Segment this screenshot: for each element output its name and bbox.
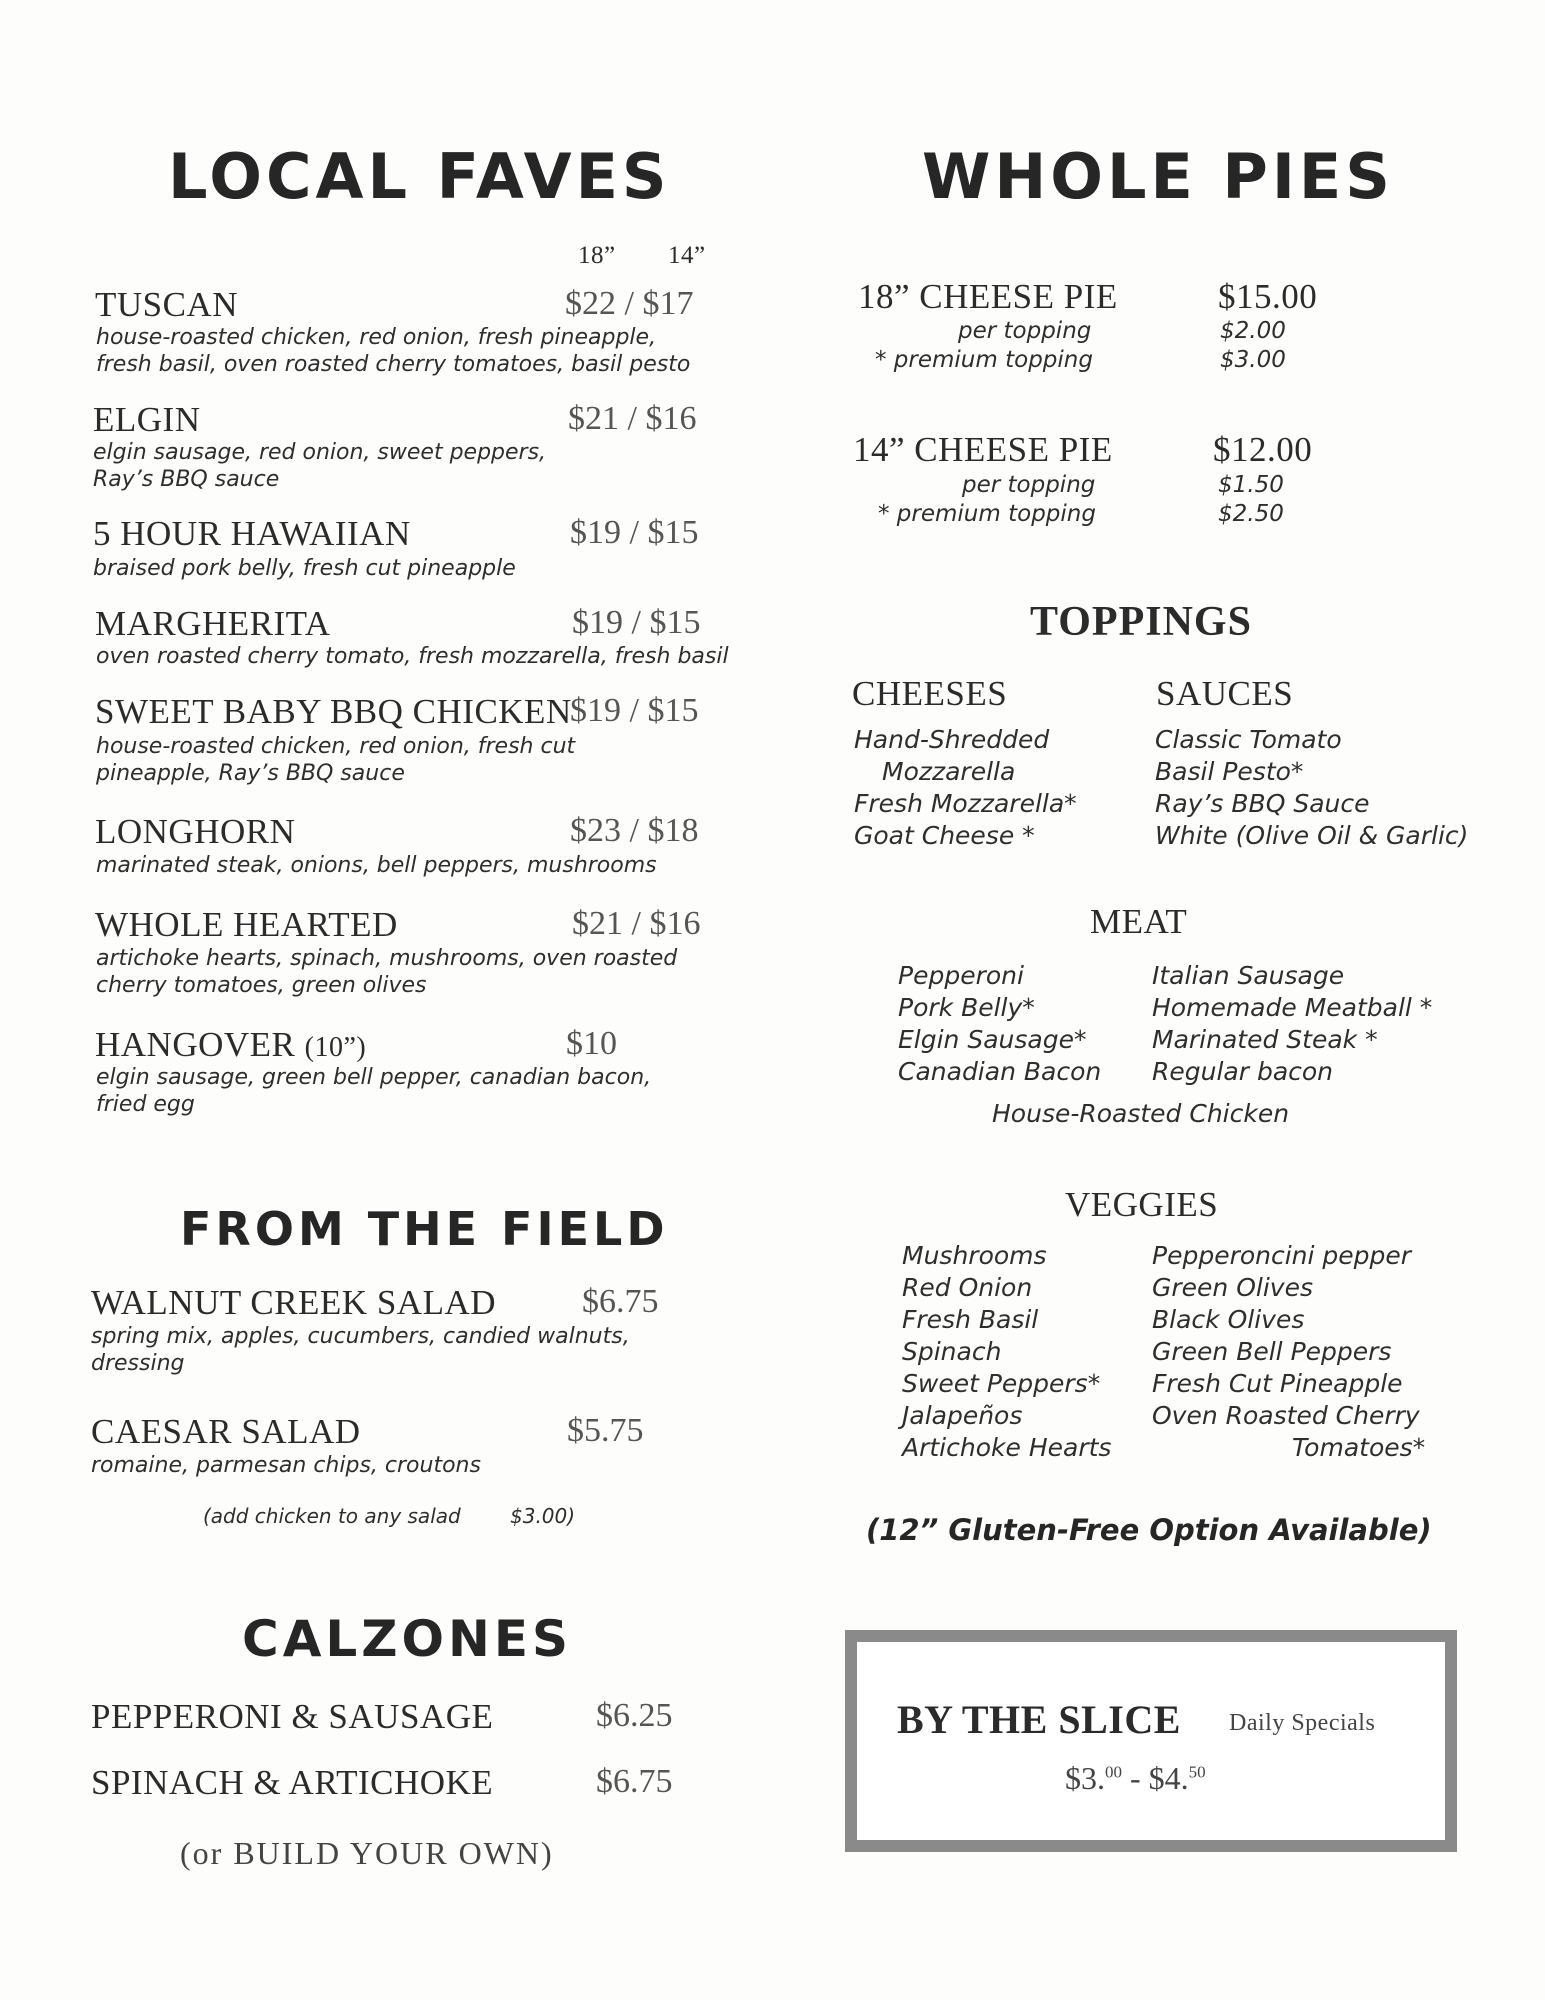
calzones-title: CALZONES xyxy=(242,1610,573,1668)
item-price-tuscan: $22 / $17 xyxy=(565,285,694,322)
size-18-header: 18” xyxy=(578,242,616,269)
item-price-whole-hearted: $21 / $16 xyxy=(572,905,701,942)
pie-topping-price-14: $1.50 xyxy=(1218,472,1284,498)
calzone-price-pepperoni-sausage: $6.25 xyxy=(596,1697,673,1734)
pie-name-18: 18” CHEESE PIE xyxy=(858,277,1118,316)
item-desc-whole-hearted: artichoke hearts, spinach, mushrooms, oven roasted cherry tomatoes, green olives xyxy=(96,946,678,998)
salad-addon-price: $3.00) xyxy=(510,1504,576,1528)
item-price-hawaiian: $19 / $15 xyxy=(570,514,699,551)
item-name-hawaiian: 5 HOUR HAWAIIAN xyxy=(93,514,411,553)
cheeses-title: CHEESES xyxy=(852,674,1008,713)
item-name-longhorn: LONGHORN xyxy=(95,812,296,851)
item-desc-hangover: elgin sausage, green bell pepper, canadian bacon, fried egg xyxy=(96,1065,652,1117)
size-14-header: 14” xyxy=(668,242,706,269)
by-the-slice-price-range: $3.00 - $4.50 xyxy=(1065,1760,1206,1796)
item-name-caesar: CAESAR SALAD xyxy=(91,1412,361,1451)
pie-premium-price-14: $2.50 xyxy=(1218,501,1284,527)
sauces-title: SAUCES xyxy=(1156,674,1294,713)
from-the-field-title: FROM THE FIELD xyxy=(180,1202,669,1256)
item-price-hangover: $10 xyxy=(566,1025,617,1062)
by-the-slice-subtitle: Daily Specials xyxy=(1229,1710,1376,1736)
meat-list-right: Italian Sausage Homemade Meatball * Marinated Steak * Regular bacon xyxy=(1152,961,1433,1086)
meat-title: MEAT xyxy=(1090,902,1188,941)
item-price-walnut-creek: $6.75 xyxy=(582,1283,659,1320)
meat-center-item: House-Roasted Chicken xyxy=(992,1099,1290,1128)
calzone-name-pepperoni-sausage: PEPPERONI & SAUSAGE xyxy=(91,1697,494,1736)
pie-topping-label-18: per topping xyxy=(958,318,1092,344)
item-price-longhorn: $23 / $18 xyxy=(570,812,699,849)
veggies-title: VEGGIES xyxy=(1065,1185,1219,1224)
pie-price-14: $12.00 xyxy=(1213,430,1313,469)
gluten-free-note: (12” Gluten-Free Option Available) xyxy=(866,1513,1432,1547)
item-name-whole-hearted: WHOLE HEARTED xyxy=(95,905,398,944)
calzone-name-spinach-artichoke: SPINACH & ARTICHOKE xyxy=(91,1763,494,1802)
cheeses-list: Hand-Shredded Mozzarella Fresh Mozzarella* Goat Cheese * xyxy=(854,725,1077,850)
item-name-walnut-creek: WALNUT CREEK SALAD xyxy=(91,1283,497,1322)
item-size-note-hangover: (10”) xyxy=(304,1032,367,1063)
by-the-slice-title: BY THE SLICE xyxy=(897,1697,1181,1742)
pie-premium-price-18: $3.00 xyxy=(1220,347,1286,373)
item-desc-margherita: oven roasted cherry tomato, fresh mozzarella, fresh basil xyxy=(96,644,729,669)
veggies-list-left: Mushrooms Red Onion Fresh Basil Spinach Sweet Peppers* Jalapeños Artichoke Hearts xyxy=(902,1241,1112,1462)
item-price-elgin: $21 / $16 xyxy=(568,400,697,437)
item-price-sweet-baby-bbq: $19 / $15 xyxy=(570,692,699,729)
item-name-margherita: MARGHERITA xyxy=(95,604,331,643)
item-name-elgin: ELGIN xyxy=(93,400,201,439)
calzone-price-spinach-artichoke: $6.75 xyxy=(596,1763,673,1800)
pie-name-14: 14” CHEESE PIE xyxy=(853,430,1113,469)
meat-list-left: Pepperoni Pork Belly* Elgin Sausage* Canadian Bacon xyxy=(898,961,1102,1086)
item-desc-caesar: romaine, parmesan chips, croutons xyxy=(91,1453,481,1478)
calzone-build-your-own: (or BUILD YOUR OWN) xyxy=(180,1835,554,1871)
toppings-title: TOPPINGS xyxy=(1030,599,1252,645)
local-faves-title: LOCAL FAVES xyxy=(168,140,671,213)
pie-topping-label-14: per topping xyxy=(962,472,1096,498)
item-desc-tuscan: house-roasted chicken, red onion, fresh pineapple, fresh basil, oven roasted cherry tomatoes, basil pesto xyxy=(96,325,691,377)
item-price-caesar: $5.75 xyxy=(567,1412,644,1449)
pie-premium-label-18: * premium topping xyxy=(875,347,1093,373)
pie-price-18: $15.00 xyxy=(1218,277,1318,316)
item-desc-elgin: elgin sausage, red onion, sweet peppers, Ray’s BBQ sauce xyxy=(93,440,547,492)
item-desc-sweet-baby-bbq: house-roasted chicken, red onion, fresh cut pineapple, Ray’s BBQ sauce xyxy=(96,734,576,786)
item-desc-hawaiian: braised pork belly, fresh cut pineapple xyxy=(93,556,516,581)
item-name-tuscan: TUSCAN xyxy=(95,285,239,324)
item-desc-walnut-creek: spring mix, apples, cucumbers, candied walnuts, dressing xyxy=(91,1324,630,1376)
pie-premium-label-14: * premium topping xyxy=(878,501,1096,527)
item-name-sweet-baby-bbq: SWEET BABY BBQ CHICKEN xyxy=(95,692,572,731)
item-price-margherita: $19 / $15 xyxy=(572,604,701,641)
item-desc-longhorn: marinated steak, onions, bell peppers, mushrooms xyxy=(96,853,657,878)
by-the-slice-box xyxy=(845,1630,1457,1852)
item-name-hangover: HANGOVER (10”) xyxy=(95,1025,367,1064)
sauces-list: Classic Tomato Basil Pesto* Ray’s BBQ Sauce White (Olive Oil & Garlic) xyxy=(1155,725,1469,850)
veggies-list-right: Pepperoncini pepper Green Olives Black Olives Green Bell Peppers Fresh Cut Pineapple Oven Roasted Cherry Tomatoes* xyxy=(1152,1241,1426,1462)
whole-pies-title: WHOLE PIES xyxy=(922,140,1394,213)
salad-addon-label: (add chicken to any salad xyxy=(203,1504,461,1528)
pie-topping-price-18: $2.00 xyxy=(1220,318,1286,344)
